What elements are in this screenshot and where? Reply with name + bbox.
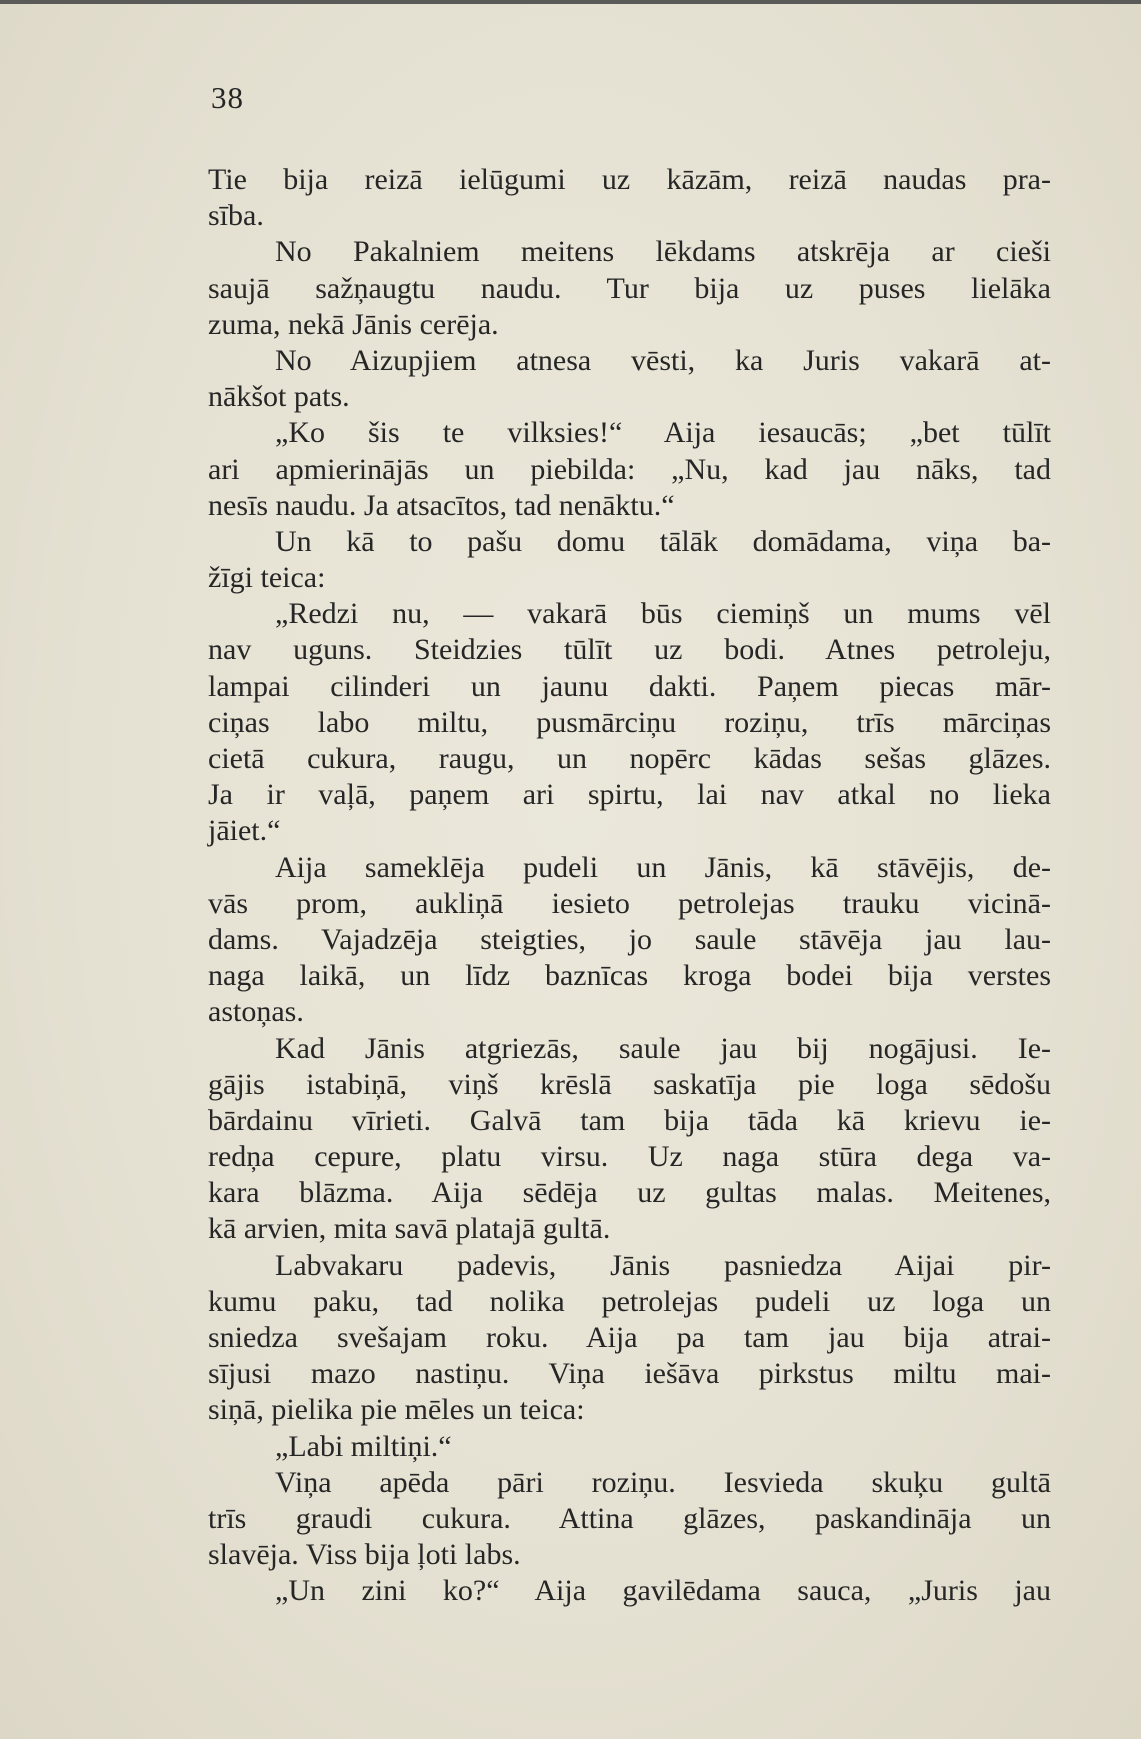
text-line: astoņas. <box>208 995 304 1029</box>
text-line: naga laikā, un līdz baznīcas kroga bodei bija verstes <box>208 959 1051 993</box>
text-line: „Labi miltiņi.“ <box>275 1429 452 1463</box>
top-edge-shadow <box>0 0 1141 4</box>
text-line: „Redzi nu, — vakarā būs ciemiņš un mums vēl <box>275 597 1051 631</box>
text-line: lampai cilinderi un jaunu dakti. Paņem piecas mār- <box>208 669 1051 703</box>
text-line: Un kā to pašu domu tālāk domādama, viņa ba- <box>275 524 1051 558</box>
text-line: jāiet.“ <box>208 814 281 848</box>
text-line: No Pakalniem meitens lēkdams atskrēja ar cieši <box>275 235 1051 269</box>
text-line: nākšot pats. <box>208 380 350 414</box>
body-text <box>208 162 1051 1610</box>
text-line: siņā, pielika pie mēles un teica: <box>208 1393 585 1427</box>
text-line: redņa cepure, platu virsu. Uz naga stūra dega va- <box>208 1140 1051 1174</box>
text-line: Labvakaru padevis, Jānis pasniedza Aijai pir- <box>275 1248 1051 1282</box>
text-line: Kad Jānis atgriezās, saule jau bij nogājusi. Ie- <box>275 1031 1051 1065</box>
text-line: „Ko šis te vilksies!“ Aija iesaucās; „bet tūlīt <box>275 416 1051 450</box>
text-line: No Aizupjiem atnesa vēsti, ka Juris vakarā at- <box>275 343 1051 377</box>
text-line: kara blāzma. Aija sēdēja uz gultas malas. Meitenes, <box>208 1176 1051 1210</box>
text-line: kumu paku, tad nolika petrolejas pudeli uz loga un <box>208 1284 1051 1318</box>
text-line: dams. Vajadzēja steigties, jo saule stāvēja jau lau- <box>208 922 1051 956</box>
text-line: bārdainu vīrieti. Galvā tam bija tāda kā krievu ie- <box>208 1103 1051 1137</box>
text-line: sniedza svešajam roku. Aija pa tam jau bija atrai- <box>208 1321 1051 1354</box>
text-line: Viņa apēda pāri roziņu. Iesvieda skuķu gultā <box>275 1465 1051 1499</box>
text-line: Ja ir vaļā, paņem ari spirtu, lai nav atkal no lieka <box>208 778 1051 812</box>
text-line: sība. <box>208 199 264 233</box>
text-line: Tie bija reizā ielūgumi uz kāzām, reizā naudas pra- <box>208 163 1051 196</box>
text-line: vās prom, aukliņā iesieto petrolejas trauku vicinā- <box>208 886 1051 920</box>
text-line: Aija sameklēja pudeli un Jānis, kā stāvējis, de- <box>275 850 1051 884</box>
text-line: cietā cukura, raugu, un nopērc kādas sešas glāzes. <box>208 742 1051 775</box>
text-line: saujā sažņaugtu naudu. Tur bija uz puses lielāka <box>208 271 1051 305</box>
text-line: trīs graudi cukura. Attina glāzes, paskandināja un <box>208 1501 1051 1535</box>
text-line: zuma, nekā Jānis cerēja. <box>208 307 499 341</box>
text-line: slavēja. Viss bija ļoti labs. <box>208 1538 521 1572</box>
text-line: ciņas labo miltu, pusmārciņu roziņu, trīs mārciņas <box>208 705 1051 739</box>
text-line: žīgi teica: <box>208 561 326 595</box>
text-line: ari apmierinājās un piebilda: „Nu, kad jau nāks, tad <box>208 452 1051 486</box>
page-number: 38 <box>211 80 244 115</box>
text-line: sījusi mazo nastiņu. Viņa iešāva pirkstus miltu mai- <box>208 1357 1051 1391</box>
text-line: „Un zini ko?“ Aija gavilēdama sauca, „Juris jau <box>275 1574 1051 1608</box>
text-line: nav uguns. Steidzies tūlīt uz bodi. Atnes petroleju, <box>208 633 1051 667</box>
text-line: kā arvien, mita savā platajā gultā. <box>208 1212 611 1246</box>
text-line: gājis istabiņā, viņš krēslā saskatīja pie loga sēdošu <box>208 1067 1051 1101</box>
text-line: nesīs naudu. Ja atsacītos, tad nenāktu.“ <box>208 488 675 522</box>
